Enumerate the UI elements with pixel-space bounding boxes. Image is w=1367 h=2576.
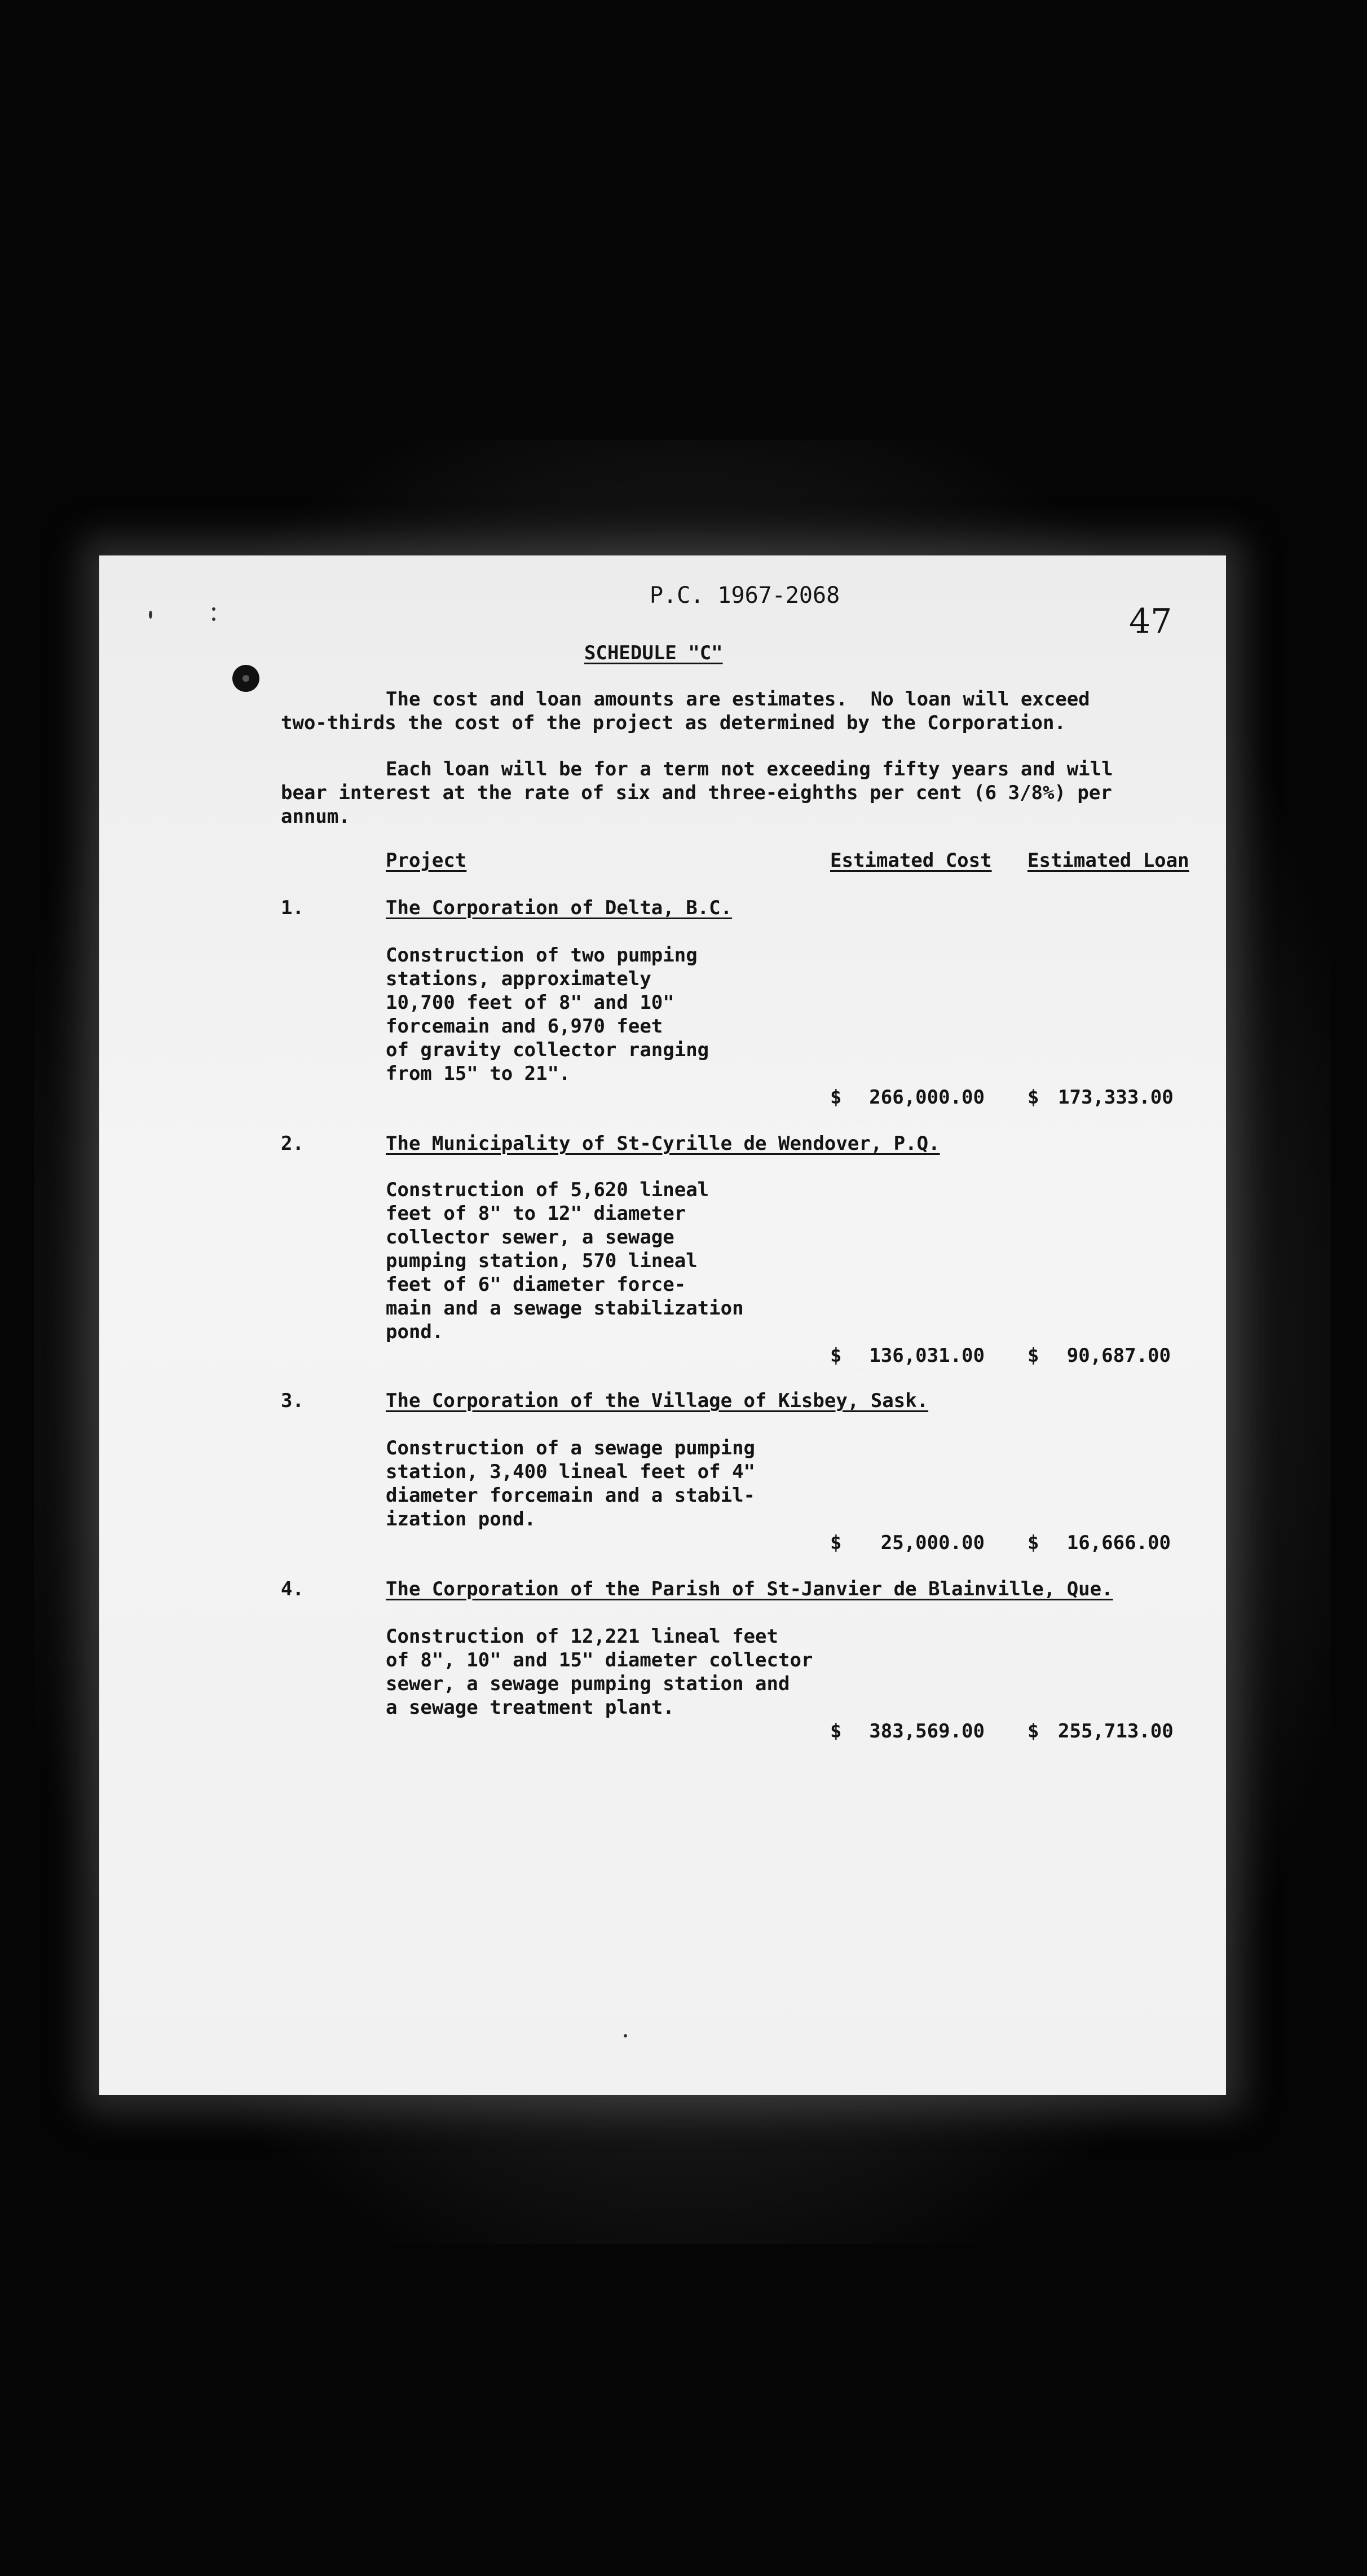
intro-para1-line2: two-thirds the cost of the project as determined by the Corporation. bbox=[281, 712, 1066, 734]
intro-para2-line1: Each loan will be for a term not exceeding fifty years and will bbox=[386, 758, 1113, 780]
pc-number: P.C. 1967-2068 bbox=[650, 583, 840, 608]
currency-symbol: $ bbox=[1028, 1720, 1039, 1743]
column-header-estimated-loan: Estimated Loan bbox=[1028, 849, 1189, 872]
project-number: 2. bbox=[281, 1132, 304, 1155]
currency-symbol: $ bbox=[1028, 1532, 1039, 1554]
project-name: The Corporation of Delta, B.C. bbox=[386, 897, 733, 919]
project-description-line: of gravity collector ranging bbox=[386, 1039, 709, 1061]
project-number: 4. bbox=[281, 1578, 304, 1600]
project-description-line: Construction of two pumping bbox=[386, 944, 698, 967]
project-description-line: main and a sewage stabilization bbox=[386, 1297, 744, 1320]
estimated-cost-value: 383,569.00 bbox=[869, 1720, 985, 1743]
project-description-line: stations, approximately bbox=[386, 968, 651, 990]
project-description-line: sewer, a sewage pumping station and bbox=[386, 1673, 790, 1695]
estimated-loan-value: 173,333.00 bbox=[1058, 1086, 1174, 1109]
scan-speck bbox=[149, 611, 152, 619]
currency-symbol: $ bbox=[1028, 1086, 1039, 1109]
project-description-line: diameter forcemain and a stabil- bbox=[386, 1484, 756, 1507]
intro-para1-line1: The cost and loan amounts are estimates. No loan will exceed bbox=[386, 688, 1090, 711]
punch-hole-icon bbox=[232, 665, 259, 692]
project-description-line: station, 3,400 lineal feet of 4" bbox=[386, 1461, 756, 1483]
project-number: 1. bbox=[281, 897, 304, 919]
project-description-line: pond. bbox=[386, 1321, 444, 1343]
currency-symbol: $ bbox=[830, 1720, 842, 1743]
project-name: The Corporation of the Village of Kisbey, Sask. bbox=[386, 1390, 929, 1412]
document-page bbox=[99, 555, 1226, 2095]
currency-symbol: $ bbox=[830, 1532, 842, 1554]
project-description-line: 10,700 feet of 8" and 10" bbox=[386, 991, 674, 1014]
project-description-line: from 15" to 21". bbox=[386, 1062, 571, 1085]
project-description-line: a sewage treatment plant. bbox=[386, 1696, 674, 1719]
intro-para2-line2: bear interest at the rate of six and three-eighths per cent (6 3/8%) per bbox=[281, 782, 1112, 804]
estimated-cost-value: 266,000.00 bbox=[869, 1086, 985, 1109]
project-description-line: Construction of 12,221 lineal feet bbox=[386, 1625, 778, 1648]
estimated-loan-value: 90,687.00 bbox=[1066, 1344, 1171, 1367]
currency-symbol: $ bbox=[1028, 1344, 1039, 1367]
project-description-line: pumping station, 570 lineal bbox=[386, 1250, 698, 1272]
intro-para2-line3: annum. bbox=[281, 805, 350, 828]
project-name: The Corporation of the Parish of St-Janvier de Blainville, Que. bbox=[386, 1578, 1113, 1600]
project-description-line: collector sewer, a sewage bbox=[386, 1226, 674, 1249]
estimated-cost-value: 25,000.00 bbox=[880, 1532, 985, 1554]
estimated-cost-value: 136,031.00 bbox=[869, 1344, 985, 1367]
scan-speck bbox=[624, 2034, 627, 2037]
project-description-line: feet of 8" to 12" diameter bbox=[386, 1202, 686, 1225]
project-description-line: Construction of a sewage pumping bbox=[386, 1437, 756, 1459]
currency-symbol: $ bbox=[830, 1086, 842, 1109]
project-description-line: ization pond. bbox=[386, 1508, 536, 1530]
column-header-project: Project bbox=[386, 849, 467, 872]
schedule-title: SCHEDULE "C" bbox=[584, 642, 723, 664]
project-description-line: of 8", 10" and 15" diameter collector bbox=[386, 1649, 813, 1671]
scan-speck bbox=[212, 617, 215, 621]
estimated-loan-value: 16,666.00 bbox=[1066, 1532, 1171, 1554]
project-number: 3. bbox=[281, 1390, 304, 1412]
project-description-line: feet of 6" diameter force- bbox=[386, 1273, 686, 1296]
project-description-line: forcemain and 6,970 feet bbox=[386, 1015, 663, 1038]
scan-speck bbox=[212, 607, 215, 611]
column-header-estimated-cost: Estimated Cost bbox=[830, 849, 992, 872]
estimated-loan-value: 255,713.00 bbox=[1058, 1720, 1174, 1743]
page-number: 47 bbox=[1129, 602, 1172, 641]
currency-symbol: $ bbox=[830, 1344, 842, 1367]
project-name: The Municipality of St-Cyrille de Wendover, P.Q. bbox=[386, 1132, 940, 1155]
project-description-line: Construction of 5,620 lineal bbox=[386, 1179, 709, 1201]
